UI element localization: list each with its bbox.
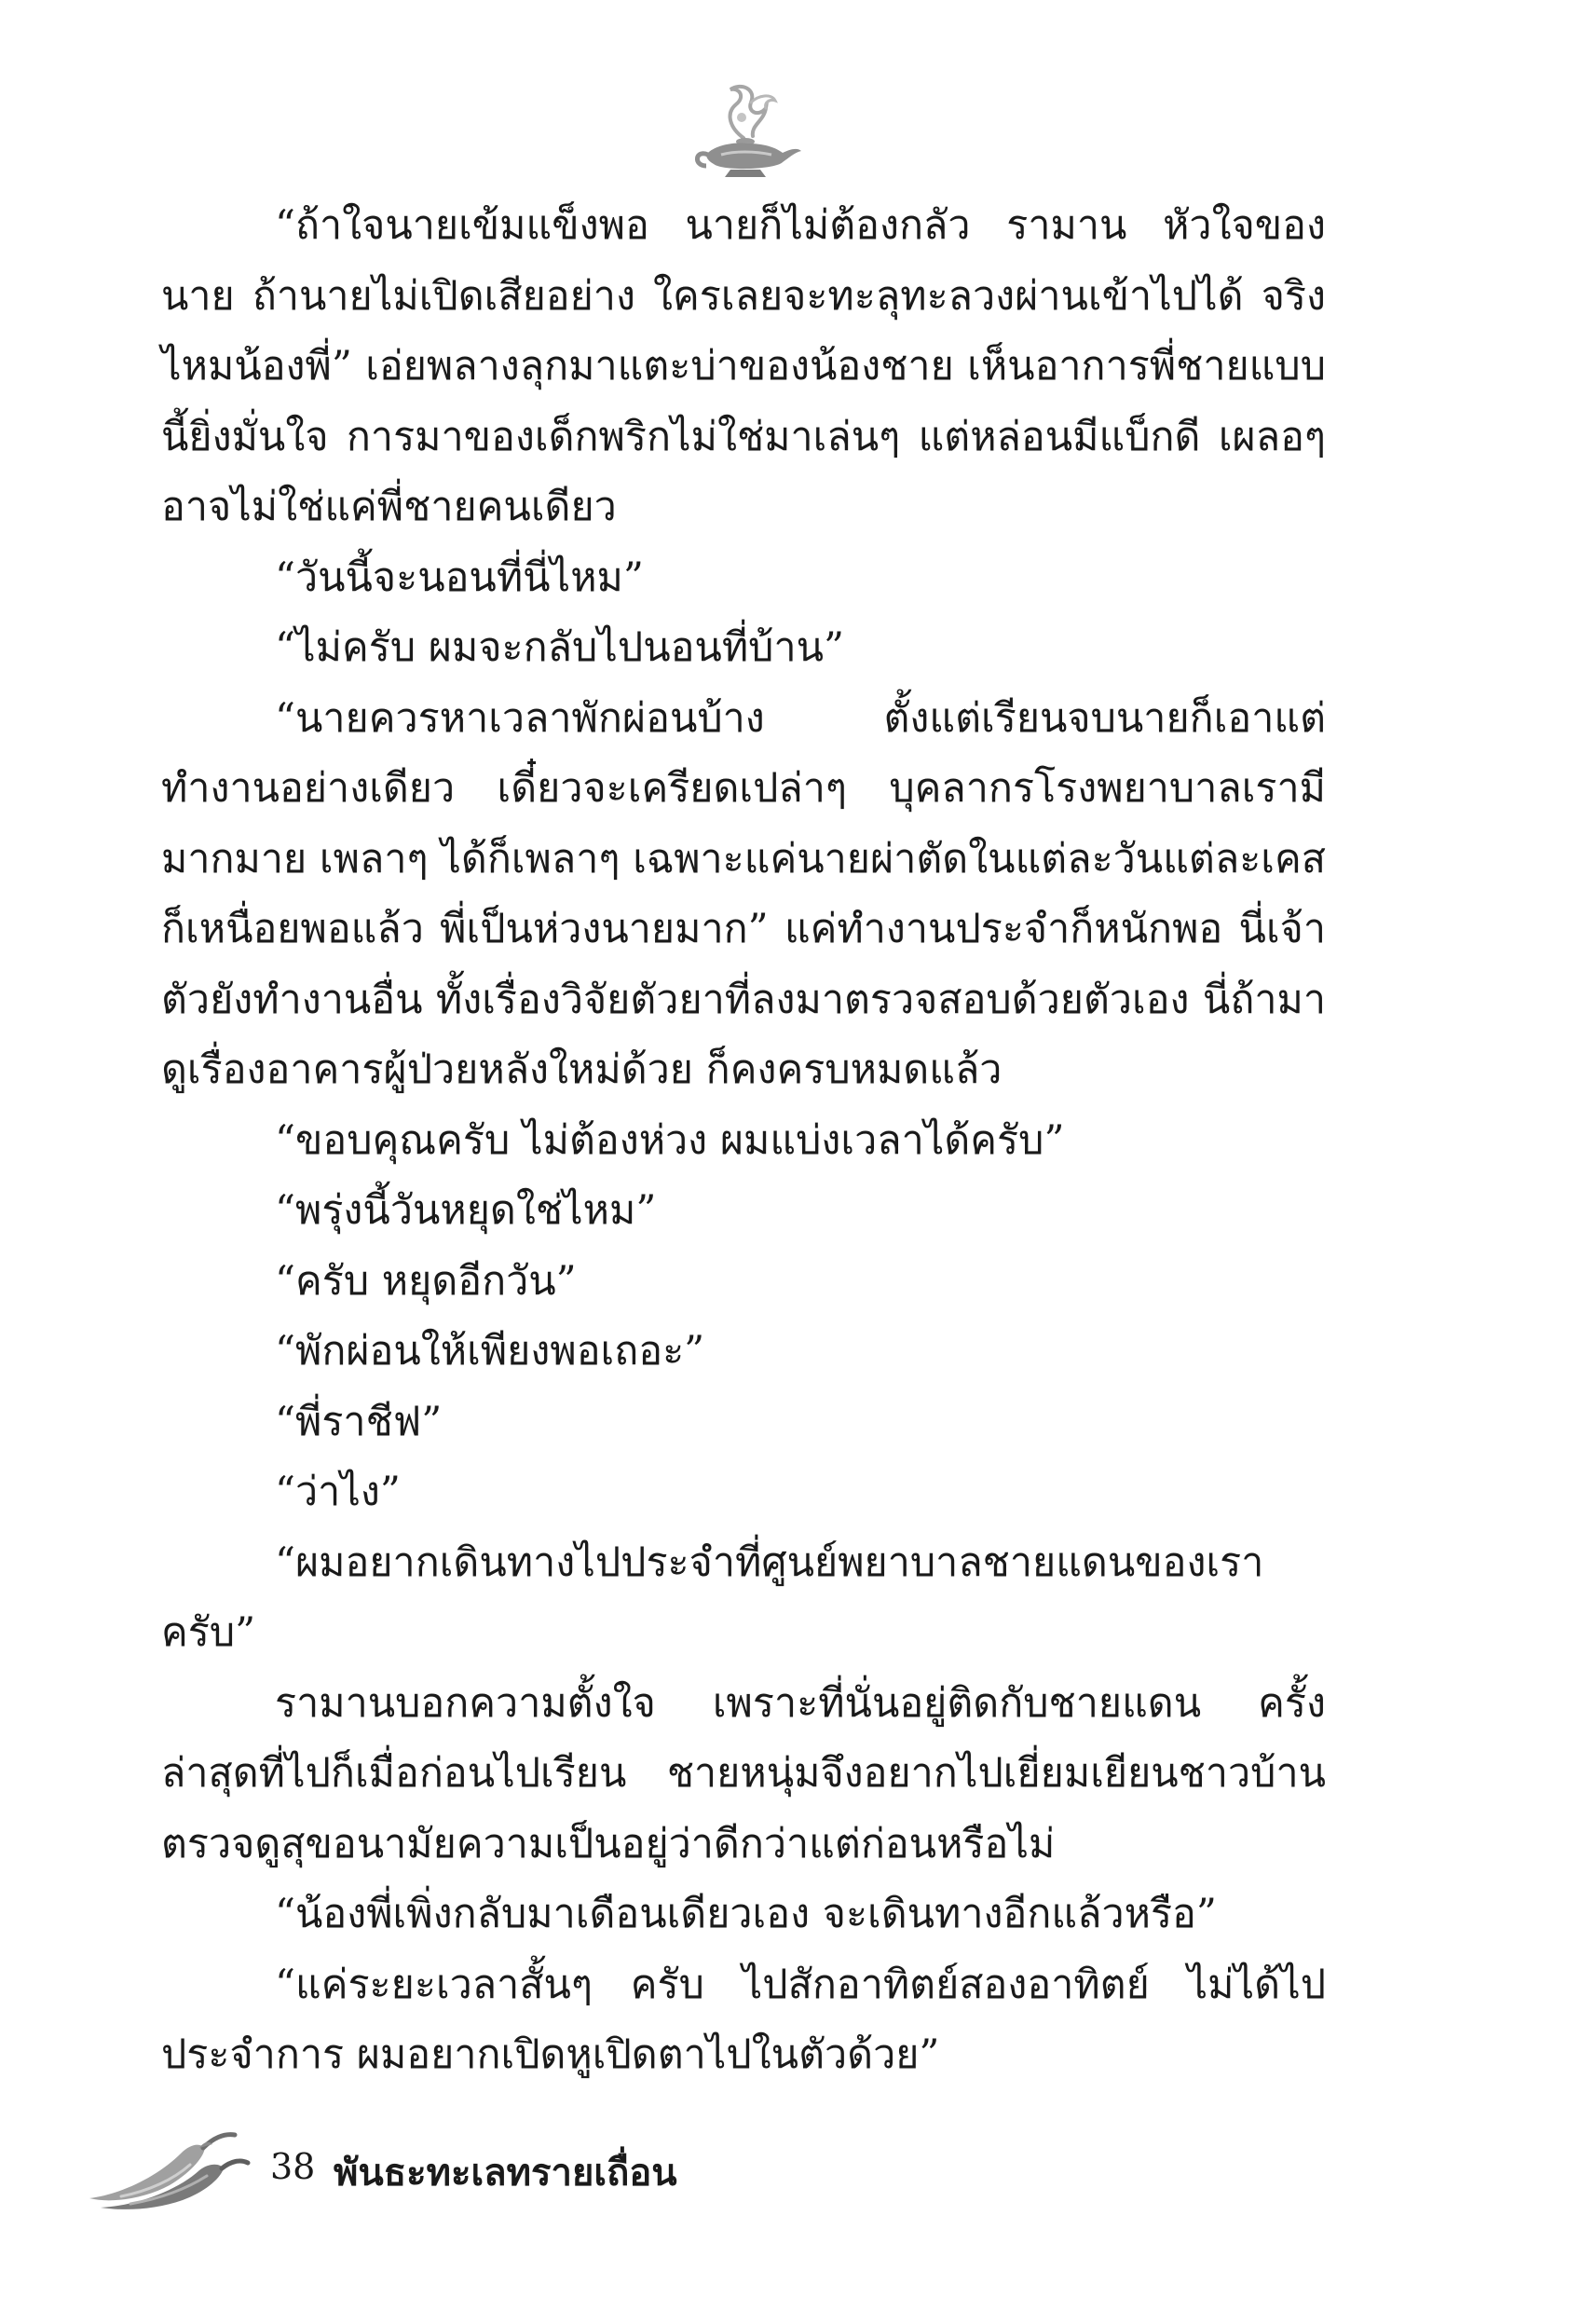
paragraph: “พรุ่งนี้วันหยุดใช่ไหม”	[275, 1187, 657, 1234]
paragraph: “ไม่ครับ ผมจะกลับไปนอนที่บ้าน”	[275, 624, 844, 671]
paragraph: “วันนี้จะนอนที่นี่ไหม”	[275, 554, 644, 601]
paragraph: “ผมอยากเดินทางไปประจำที่ศูนย์พยาบาลชายแดนของเราครับ”	[161, 1538, 1264, 1656]
paragraph: “ว่าไง”	[275, 1469, 401, 1515]
chili-pepper-icon	[84, 2101, 252, 2213]
paragraph: รามานบอกความตั้งใจ เพราะที่นั่นอยู่ติดกับชายแดน ครั้งล่าสุดที่ไปก็เมื่อก่อนไปเรียน ชายหนุ่มจึงอยากไปเยี่ยมเยียนชาวบ้าน ตรวจดูสุขอนามัยความเป็นอยู่ว่าดีกว่าแต่ก่อนหรือไม่	[161, 1679, 1326, 1867]
page-number: 38	[270, 2146, 316, 2187]
page-footer	[84, 2101, 922, 2232]
paragraph: “น้องพี่เพิ่งกลับมาเดือนเดียวเอง จะเดินทางอีกแล้วหรือ”	[275, 1891, 1217, 1937]
paragraph: “ขอบคุณครับ ไม่ต้องห่วง ผมแบ่งเวลาได้ครับ”	[275, 1116, 1065, 1164]
paragraph: “พักผ่อนให้เพียงพอเถอะ”	[275, 1328, 705, 1374]
paragraph: “ถ้าใจนายเข้มแข็งพอ นายก็ไม่ต้องกลัว รามาน หัวใจของนาย ถ้านายไม่เปิดเสียอย่าง ใครเลยจะทะลุทะลวงผ่านเข้าไปได้ จริงไหมน้องพี่” เอ่ยพลางลุกมาแตะบ่าของน้องชาย เห็นอาการพี่ชายแบบนี้ยิ่งมั่นใจ การมาของเด็กพริกไม่ใช่มาเล่นๆ แต่หล่อนมีแบ็กดี เผลอๆ อาจไม่ใช่แค่พี่ชายคนเดียว	[161, 202, 1326, 530]
paragraph: “พี่ราชีฟ”	[275, 1398, 443, 1445]
body-text	[161, 191, 1326, 2091]
magic-lamp-icon	[686, 80, 807, 185]
paragraph: “ครับ หยุดอีกวัน”	[275, 1257, 577, 1305]
paragraph: “แค่ระยะเวลาสั้นๆ ครับ ไปสักอาทิตย์สองอาทิตย์ ไม่ได้ไปประจำการ ผมอยากเปิดหูเปิดตาไปในตัวด้วย”	[161, 1961, 1326, 2078]
paragraph: “นายควรหาเวลาพักผ่อนบ้าง ตั้งแต่เรียนจบนายก็เอาแต่ทำงานอย่างเดียว เดี๋ยวจะเครียดเปล่าๆ บุคลากรโรงพยาบาลเรามีมากมาย เพลาๆ ได้ก็เพลาๆ เฉพาะแค่นายผ่าตัดในแต่ละวันแต่ละเคสก็เหนื่อยพอแล้ว พี่เป็นห่วงนายมาก” แค่ทำงานประจำก็หนักพอ นี่เจ้าตัวยังทำงานอื่น ทั้งเรื่องวิจัยตัวยาที่ลงมาตรวจสอบด้วยตัวเอง นี่ถ้ามาดูเรื่องอาคารผู้ป่วยหลังใหม่ด้วย ก็คงครบหมดแล้ว	[161, 694, 1326, 1093]
book-title: พันธะทะเลทรายเถื่อน	[334, 2152, 677, 2195]
